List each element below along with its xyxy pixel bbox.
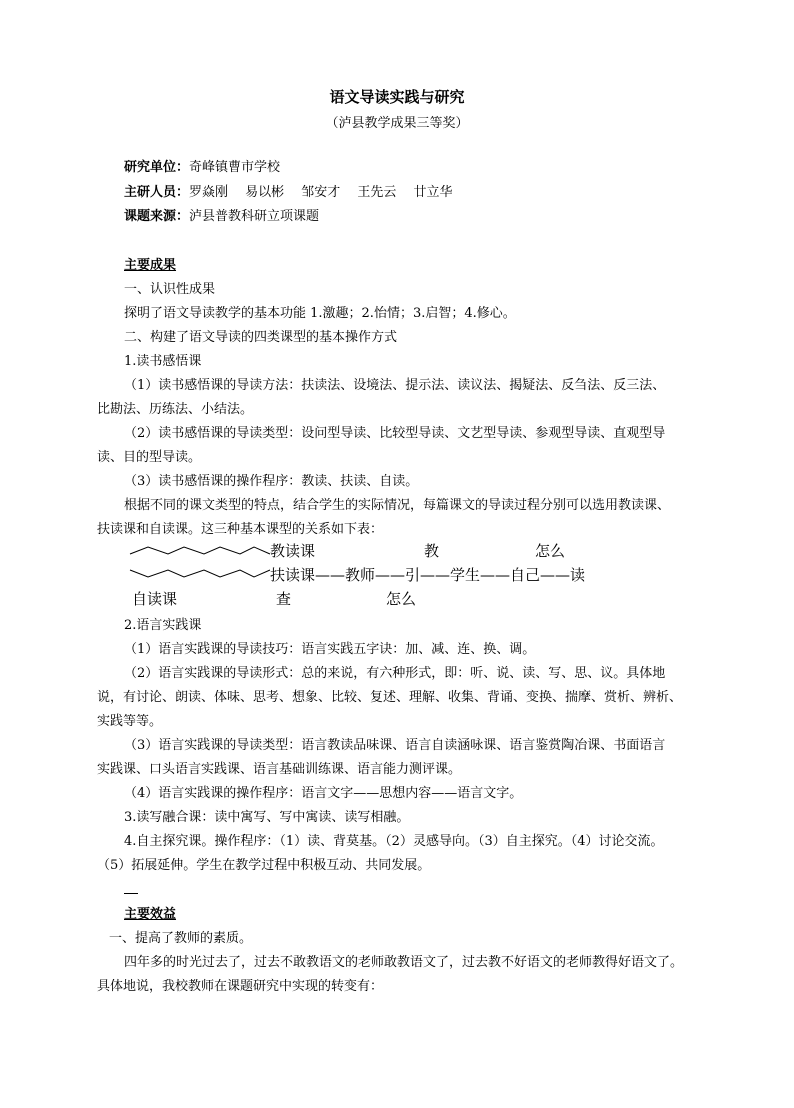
- section-heading-benefits: 主要效益: [124, 907, 177, 922]
- page-subtitle: （泸县教学成果三等奖）: [325, 116, 469, 131]
- diagram-support-read-row: 扶读课——教师——引——学生——自己——读: [270, 566, 586, 584]
- info-source-label: 课题来源：: [124, 209, 190, 224]
- diagram-how-word: 怎么: [535, 542, 566, 560]
- page-title: 语文导读实践与研究: [329, 88, 465, 106]
- paragraph-line: （3）语言实践课的导读类型：语言教读品味课、语言自读涵咏课、语言鉴赏陶冶课、书面语言: [124, 738, 666, 753]
- diagram-how-word-2: 怎么: [386, 590, 417, 608]
- paragraph-line: 说，有讨论、朗读、体味、思考、想象、比较、复述、理解、收集、背诵、变换、揣摩、赏析、辨析、: [97, 690, 683, 705]
- paragraph-line: 1.读书感悟课: [124, 354, 202, 369]
- paragraph-line: 读、目的型导读。: [97, 450, 202, 465]
- info-staff-value: 罗焱刚 易以彬 邹安才 王先云 廿立华: [189, 185, 453, 200]
- paragraph-line: 探明了语文导读教学的基本功能 1.激趣；2.怡情；3.启智；4.修心。: [124, 306, 516, 321]
- paragraph-line: （4）语言实践课的操作程序：语言文字——思想内容——语言文字。: [124, 786, 523, 801]
- paragraph-line: 一、认识性成果: [124, 282, 216, 297]
- paragraph-line: 2.语言实践课: [124, 618, 202, 633]
- dash-mark: [124, 893, 138, 894]
- info-staff-label: 主研人员：: [124, 185, 190, 200]
- diagram-teach-read: 教读课: [270, 542, 316, 560]
- diagram-check-word: 查: [276, 590, 292, 608]
- paragraph-line: （1）读书感悟课的导读方法：扶读法、设境法、提示法、读议法、揭疑法、反刍法、反三法、: [124, 378, 666, 393]
- paragraph-line: 实践等等。: [97, 714, 163, 729]
- paragraph-line: 根据不同的课文类型的特点，结合学生的实际情况，每篇课文的导读过程分别可以选用教读课、: [124, 498, 671, 513]
- info-unit-label: 研究单位：: [124, 160, 190, 175]
- relation-zigzag-lines: [128, 543, 274, 583]
- paragraph-line: 扶读课和自读课。这三种基本课型的关系如下表：: [97, 522, 384, 537]
- paragraph-line: 4.自主探究课。操作程序：（1）读、背莫基。（2）灵感导向。（3）自主探究。（4）讨论交流。: [124, 834, 664, 849]
- info-staff-row: [124, 184, 453, 202]
- paragraph-line: （2）语言实践课的导读形式：总的来说，有六种形式，即：听、说、读、写、思、议。具体地: [124, 666, 666, 681]
- diagram-self-read: 自读课: [132, 590, 178, 608]
- paragraph-line: 四年多的时光过去了，过去不敢教语文的老师敢教语文了，过去教不好语文的老师教得好语文了。: [124, 955, 684, 970]
- paragraph-line: 一、提高了教师的素质。: [109, 931, 253, 946]
- paragraph-line: 具体地说，我校教师在课题研究中实现的转变有：: [97, 979, 384, 994]
- section-heading-achievements: 主要成果: [124, 258, 177, 273]
- paragraph-line: 比勘法、历练法、小结法。: [97, 402, 254, 417]
- paragraph-line: （2）读书感悟课的导读类型：设问型导读、比较型导读、文艺型导读、参观型导读、直观型导: [124, 426, 666, 441]
- paragraph-line: （5）拓展延伸。学生在教学过程中积极互动、共同发展。: [97, 858, 431, 873]
- paragraph-line: 3.读写融合课：读中寓写、写中寓读、读写相融。: [124, 810, 410, 825]
- paragraph-line: 二、构建了语文导读的四类课型的基本操作方式: [124, 330, 398, 345]
- diagram-teach-word: 教: [424, 542, 440, 560]
- info-source-value: 泸县普教科研立项课题: [189, 209, 320, 224]
- paragraph-line: 实践课、口头语言实践课、语言基础训练课、语言能力测评课。: [97, 762, 462, 777]
- paragraph-line: （3）读书感悟课的操作程序：教读、扶读、自读。: [124, 474, 419, 489]
- info-unit-value: 奇峰镇曹市学校: [189, 160, 281, 175]
- info-unit-row: [124, 159, 280, 177]
- paragraph-line: （1）语言实践课的导读技巧：语言实践五字诀：加、减、连、换、调。: [124, 642, 536, 657]
- info-source-row: [124, 208, 319, 226]
